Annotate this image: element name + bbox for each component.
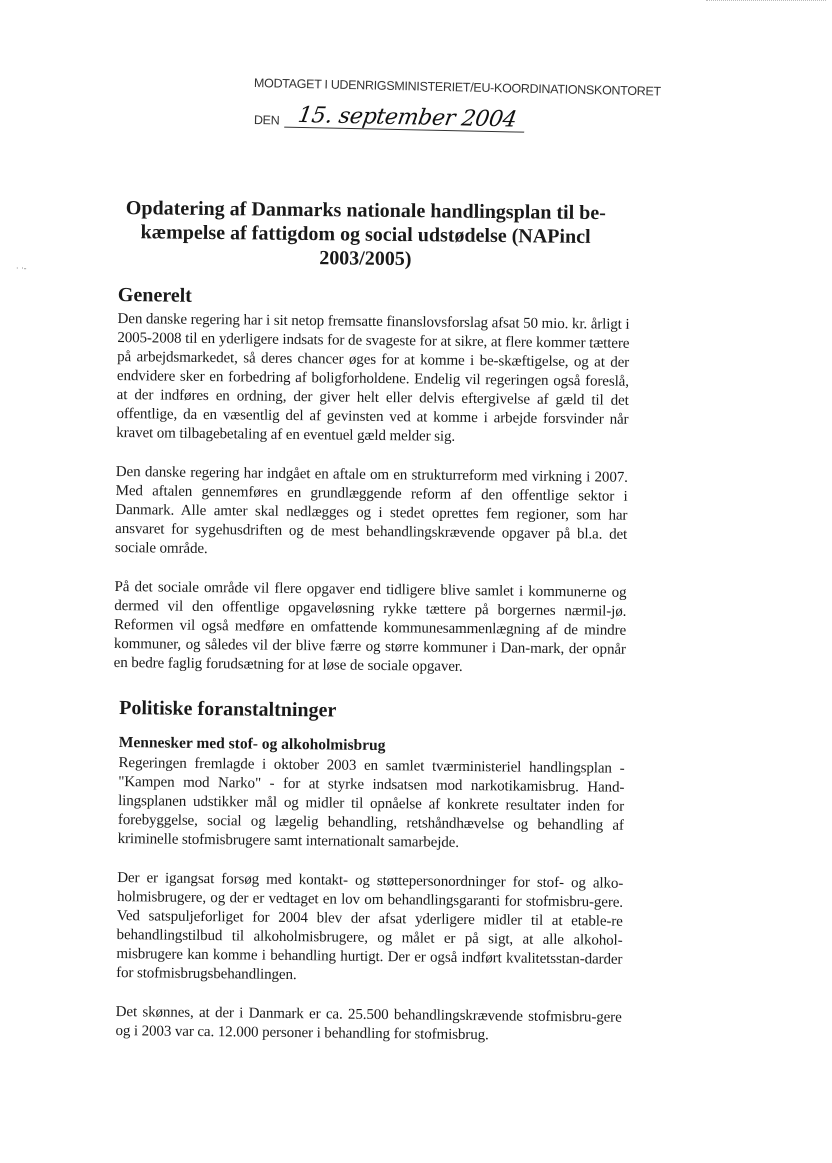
subsection-heading-misbrug: Mennesker med stof- og alkoholmisbrug xyxy=(118,734,386,755)
document-title: Opdatering af Danmarks nationale handlingsplan til be-kæmpelse af fattigdom og social udstødelse (NAPincl 2003/2005) xyxy=(125,197,607,271)
scan-speck: · ·- xyxy=(16,264,27,273)
stamp-date-line xyxy=(254,104,634,135)
paragraph: Den danske regering har indgået en aftale om en strukturreform med virkning i 2007. Med aftalen gennemføres en grundlæggende reform af den offentlige sektor i Danmark. Alle amter skal nedlægges og i stedet oprettes fem regioner, som har ansvaret for sygehusdriften og de mest behandlingskrævende opgaver på bl.a. det sociale område. xyxy=(114,463,628,558)
stamp-den-label: DEN xyxy=(253,113,280,128)
paragraph: Regeringen fremlagde i oktober 2003 en samlet tværministeriel handlingsplan - "Kampen mod Narko" - for at styrke indsatsen mod narkotikamisbrug. Hand-lingsplanen udstikker mål og midler til opnåelse af konkrete resultater inden for forebyggelse, social og lægelig behandling, retshåndhævelse og behandling af kriminelle stofmisbrugere samt internationalt samarbejde. xyxy=(117,755,625,851)
received-stamp xyxy=(253,76,661,133)
paragraph: Det skønnes, at der i Danmark er ca. 25.500 behandlingskrævende stofmisbru-gere og i 2003 var ca. 12.000 personer i behandling for stofmisbrug. xyxy=(115,1004,622,1044)
section-heading-politiske: Politiske foranstaltninger xyxy=(119,697,337,722)
stamp-handwritten-date: 15. september 2004 xyxy=(284,105,528,133)
scan-edge-mark xyxy=(706,0,826,7)
stamp-received-line: MODTAGET I UDENRIGSMINISTERIET/EU-KOORDINATIONSKONTORET xyxy=(253,76,661,99)
paragraph: Der er igangsat forsøg med kontakt- og støttepersonordninger for stof- og alko-holmisbrugere, og der er vedtaget en lov om behandlingsgaranti for stofmisbru-gere. Ved satspuljeforliget for 2004 blev der afsat yderligere midler til at etable-re behandlingstilbud til alkoholmisbrugere, og målet er på sigt, at alle alkohol-misbrugere kan komme i behandling hurtigt. Der er også indført kvalitetsstan-darder for stofmisbrugsbehandlingen. xyxy=(116,870,624,984)
section-heading-generelt: Generelt xyxy=(117,283,193,307)
paragraph: Den danske regering har i sit netop fremsatte finanslovsforslag afsat 50 mio. kr. årligt i 2005-2008 til en yderligere indsats for de svageste for at sikre, at flere kommer tættere på arbejdsmarkedet, så deres chancer øges for at komme i be-skæftigelse, og at der endvidere sker en forbedring af boligforholdene. Endelig vil regeringen også foreslå, at der indføres en ordning, der giver helt eller delvis eftergivelse af gæld til det offentlige, da en væsentlig del af gevinsten ved at komme i arbejde forsvinder når kravet om tilbagebetaling af en eventuel gæld melder sig. xyxy=(116,310,630,445)
document-body xyxy=(109,282,630,1067)
paragraph: På det sociale område vil flere opgaver end tidligere blive samlet i kommunerne og dermed vil den offentlige opgaveløsning rykke tættere på borgernes nærmil-jø. Reformen vil også medføre en omfattende kommunesammenlægning af de mindre kommuner, og således vil der blive færre og større kommuner i Dan-mark, der opnår en bedre faglig forudsætning for at løse de sociale opgaver. xyxy=(113,578,627,675)
